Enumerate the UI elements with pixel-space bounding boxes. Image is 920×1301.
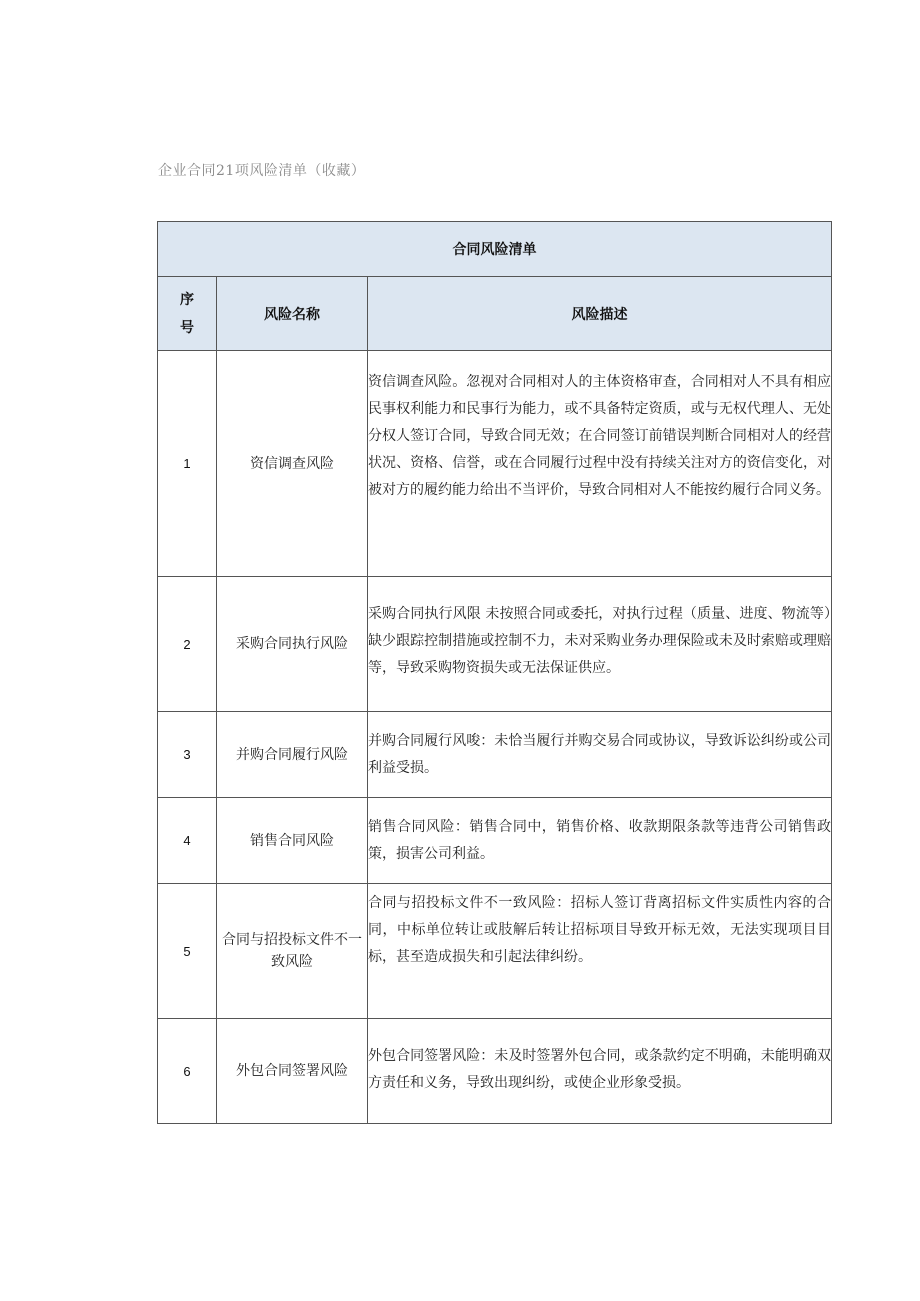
header-risk-desc: 风险描述 [368, 277, 832, 351]
header-seq-line2: 号 [180, 319, 194, 336]
row-number: 4 [158, 798, 217, 884]
row-risk-desc: 外包合同签署风险：未及时签署外包合同，或条款约定不明确，未能明确双方责任和义务，导致出现纠纷，或使企业形象受损。 [368, 1019, 832, 1124]
row-risk-desc: 并购合同履行风唆：未恰当履行并购交易合同或协议，导致诉讼纠纷或公司利益受损。 [368, 712, 832, 798]
row-risk-desc: 采购合同执行风限 未按照合同或委托，对执行过程（质量、进度、物流等）缺少跟踪控制措施或控制不力，未对采购业务办理保险或未及时索赔或理赔等，导致采购物资损失或无法保证供应。 [368, 577, 832, 712]
row-number: 3 [158, 712, 217, 798]
table-row [158, 884, 832, 1019]
row-risk-desc: 合同与招投标文件不一致风险：招标人签订背离招标文件实质性内容的合同，中标单位转让或肢解后转让招标项目导致开标无效，无法实现项目目标，甚至造成损失和引起法律纠纷。 [368, 884, 832, 1019]
risk-table [157, 221, 832, 1124]
row-number: 2 [158, 577, 217, 712]
table-caption: 合同风险清单 [158, 222, 832, 277]
row-risk-name: 采购合同执行风险 [217, 577, 368, 712]
document-title: 企业合同21项风险清单（收藏） [158, 163, 366, 179]
row-risk-desc: 资信调查风险。忽视对合同相对人的主体资格审查，合同相对人不具有相应民事权利能力和民事行为能力，或不具备特定资质，或与无权代理人、无处分权人签订合同，导致合同无效；在合同签订前错误判断合同相对人的经营状况、资格、信誉，或在合同履行过程中没有持续关注对方的资信变化，对被对方的履约能力给出不当评价，导致合同相对人不能按约履行合同义务。 [368, 351, 832, 577]
row-risk-name: 并购合同履行风险 [217, 712, 368, 798]
row-number: 5 [158, 884, 217, 1019]
row-number: 1 [158, 351, 217, 577]
row-risk-name: 合同与招投标文件不一致风险 [217, 884, 368, 1019]
row-risk-desc: 销售合同风险：销售合同中，销售价格、收款期限条款等违背公司销售政策，损害公司利益。 [368, 798, 832, 884]
row-number: 6 [158, 1019, 217, 1124]
table-row [158, 712, 832, 798]
table-row [158, 798, 832, 884]
table-header-row [158, 277, 832, 351]
table-row [158, 577, 832, 712]
header-seq [158, 277, 217, 351]
row-risk-name: 资信调查风险 [217, 351, 368, 577]
header-seq-line1: 序 [180, 291, 194, 308]
header-risk-name: 风险名称 [217, 277, 368, 351]
table-row [158, 1019, 832, 1124]
row-risk-name: 销售合同风险 [217, 798, 368, 884]
row-risk-name: 外包合同签署风险 [217, 1019, 368, 1124]
table-row [158, 351, 832, 577]
